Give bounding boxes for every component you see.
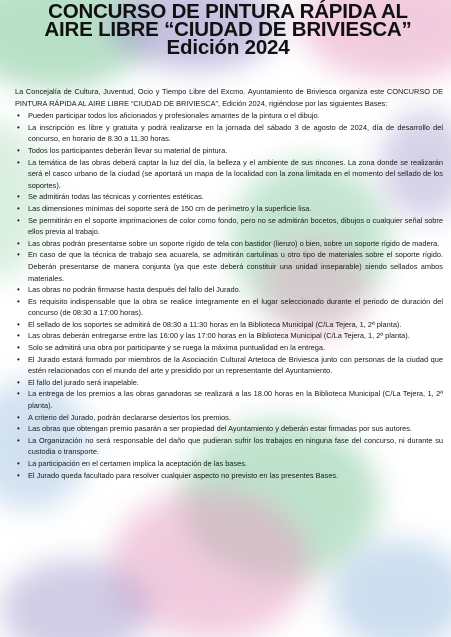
rule-item [15, 110, 443, 122]
bullet-icon: • [17, 111, 20, 121]
rule-text: Las obras que obtengan premio pasarán a ser propiedad del Ayuntamiento y deberán estar firmadas por sus autores. [28, 424, 413, 434]
rule-text: El sellado de los soportes se admitirá de 08:30 a 11:30 horas en la Biblioteca Municipal (C/La Tejera, 1, 2ª planta). [28, 319, 402, 329]
bullet-icon: • [17, 412, 20, 422]
rule-item [15, 377, 443, 389]
rule-text: El Jurado estará formado por miembros de la Asociación Cultural Artetoca de Briviesca junto con personas de la ciudad que estén relacionados con el mundo del arte y presidido por un representante del Ayuntamiento. [28, 354, 443, 376]
bullet-icon: • [17, 343, 20, 353]
rule-item [15, 319, 443, 331]
rule-item [15, 157, 443, 192]
rule-text: En caso de que la técnica de trabajo sea acuarela, se admitirán cartulinas u otro tipo de materiales sobre el soporte rígido. Deberán presentarse de manera conjunta (ya que este deberá constituir una unidad inseparable) siendo sellados ambos materiales. [28, 250, 443, 283]
rule-item [15, 388, 443, 411]
bullet-icon: • [17, 319, 20, 329]
rule-item [15, 435, 443, 458]
title-line-1: CONCURSO DE PINTURA RÁPIDA AL [48, 0, 408, 23]
rule-text: El fallo del jurado será inapelable. [28, 377, 139, 387]
rule-item [15, 458, 443, 470]
bullet-icon: • [17, 459, 20, 468]
bullet-icon: • [17, 145, 20, 155]
rule-text: Las obras podrán presentarse sobre un soporte rígido de tela con bastidor (lienzo) o bien, sobre un soporte rígido de madera. [28, 238, 440, 248]
bullet-icon: • [17, 354, 20, 364]
rule-text: El Jurado queda facultado para resolver cualquier aspecto no previsto en las presentes Bases. [28, 470, 339, 480]
rule-text: Pueden participar todos los aficionados y profesionales amantes de la pintura o el dibujo. [28, 111, 320, 121]
rule-text: Todos los participantes deberán llevar su material de pintura. [28, 145, 228, 155]
rule-text: Las dimensiones mínimas del soporte será de 150 cm de perímetro y la superficie lisa. [28, 203, 312, 213]
rule-item [15, 203, 443, 215]
rule-text: Las obras no podrán firmarse hasta después del fallo del Jurado. [28, 285, 241, 295]
rule-text: La participación en el certamen implica la aceptación de las bases. [28, 459, 247, 468]
rule-item [15, 249, 443, 284]
rule-text: Se permitirán en el soporte imprimaciones de color como fondo, pero no se admitirán bocetos, dibujos o cualquier señal sobre ellos previa al trabajo. [28, 215, 443, 237]
rule-text: La inscripción es libre y gratuita y podrá realizarse en la jornada del sábado 3 de agosto de 2024, día de desarrollo del concurso, en horario de 8.30 a 11.30 horas. [28, 122, 443, 144]
rule-text: A criterio del Jurado, podrán declararse desiertos los premios. [28, 412, 231, 422]
bullet-icon: • [17, 389, 20, 399]
poster-title [14, 0, 442, 59]
bullet-icon: • [17, 157, 20, 167]
rule-text: La entrega de los premios a las obras ganadoras se realizará a las 18.00 horas en la Biblioteca Municipal (C/La Tejera, 1, 2ª planta). [28, 389, 443, 411]
bullet-icon: • [17, 470, 20, 480]
bullet-icon: • [17, 192, 20, 202]
rule-item [15, 215, 443, 238]
bullet-icon: • [17, 424, 20, 434]
rule-item [15, 284, 443, 296]
bullet-icon: • [17, 331, 20, 341]
rule-item [15, 122, 443, 145]
bullet-icon: • [17, 203, 20, 213]
title-line-2: AIRE LIBRE “CIUDAD DE BRIVIESCA” [44, 18, 412, 41]
rule-item [15, 296, 443, 319]
rule-text: Es requisito indispensable que la obra se realice íntegramente en el lugar seleccionado durante el periodo de duración del concurso (de 08:30 a 17:00 horas). [28, 296, 443, 318]
rule-text: Se admitirán todas las técnicas y corrientes estéticas. [28, 192, 204, 202]
rule-item [15, 238, 443, 250]
bullet-icon: • [17, 122, 20, 132]
title-line-3: Edición 2024 [166, 36, 290, 59]
bullet-icon: • [17, 215, 20, 225]
rule-text: Solo se admitirá una obra por participante y se ruega la máxima puntualidad en la entrega. [28, 343, 326, 353]
rule-text: Las obras deberán entregarse entre las 16:00 y las 17:00 horas en la Biblioteca Municipal (C/La Tejera, 1, 2ª planta). [28, 331, 410, 341]
rule-item [15, 423, 443, 435]
rule-item [15, 342, 443, 354]
rule-item [15, 470, 443, 482]
intro-paragraph: La Concejalía de Cultura, Juventud, Ocio y Tiempo Libre del Excmo. Ayuntamiento de Briviesca organiza este CONCURSO DE PINTURA RÁPIDA AL AIRE LIBRE “CIUDAD DE BRIVIESCA”, Edición 2024, rigiéndose por las siguientes Bases: [15, 87, 443, 108]
bullet-icon: • [17, 377, 20, 387]
bullet-icon: • [17, 250, 20, 260]
bullet-icon: • [17, 435, 20, 445]
rule-item [15, 412, 443, 424]
bullet-icon: • [17, 296, 20, 306]
rules-document [15, 86, 443, 481]
rule-text: La Organización no será responsable del daño que pudieran sufrir los trabajos en ninguna fase del concurso, ni durante su custodia o transporte. [28, 435, 443, 457]
bullet-icon: • [17, 285, 20, 295]
rule-item [15, 191, 443, 203]
rules-list [15, 110, 443, 481]
bullet-icon: • [17, 238, 20, 248]
rule-text: La temática de las obras deberá captar la luz del día, la belleza y el ambiente de sus rincones. La zona donde se realizarán será el casco urbano de la ciudad (se aportará un mapa de la localidad con la zona limitada en el momento del sellado de los soportes). [28, 157, 443, 190]
rule-item [15, 354, 443, 377]
rule-item [15, 330, 443, 342]
rule-item [15, 145, 443, 157]
